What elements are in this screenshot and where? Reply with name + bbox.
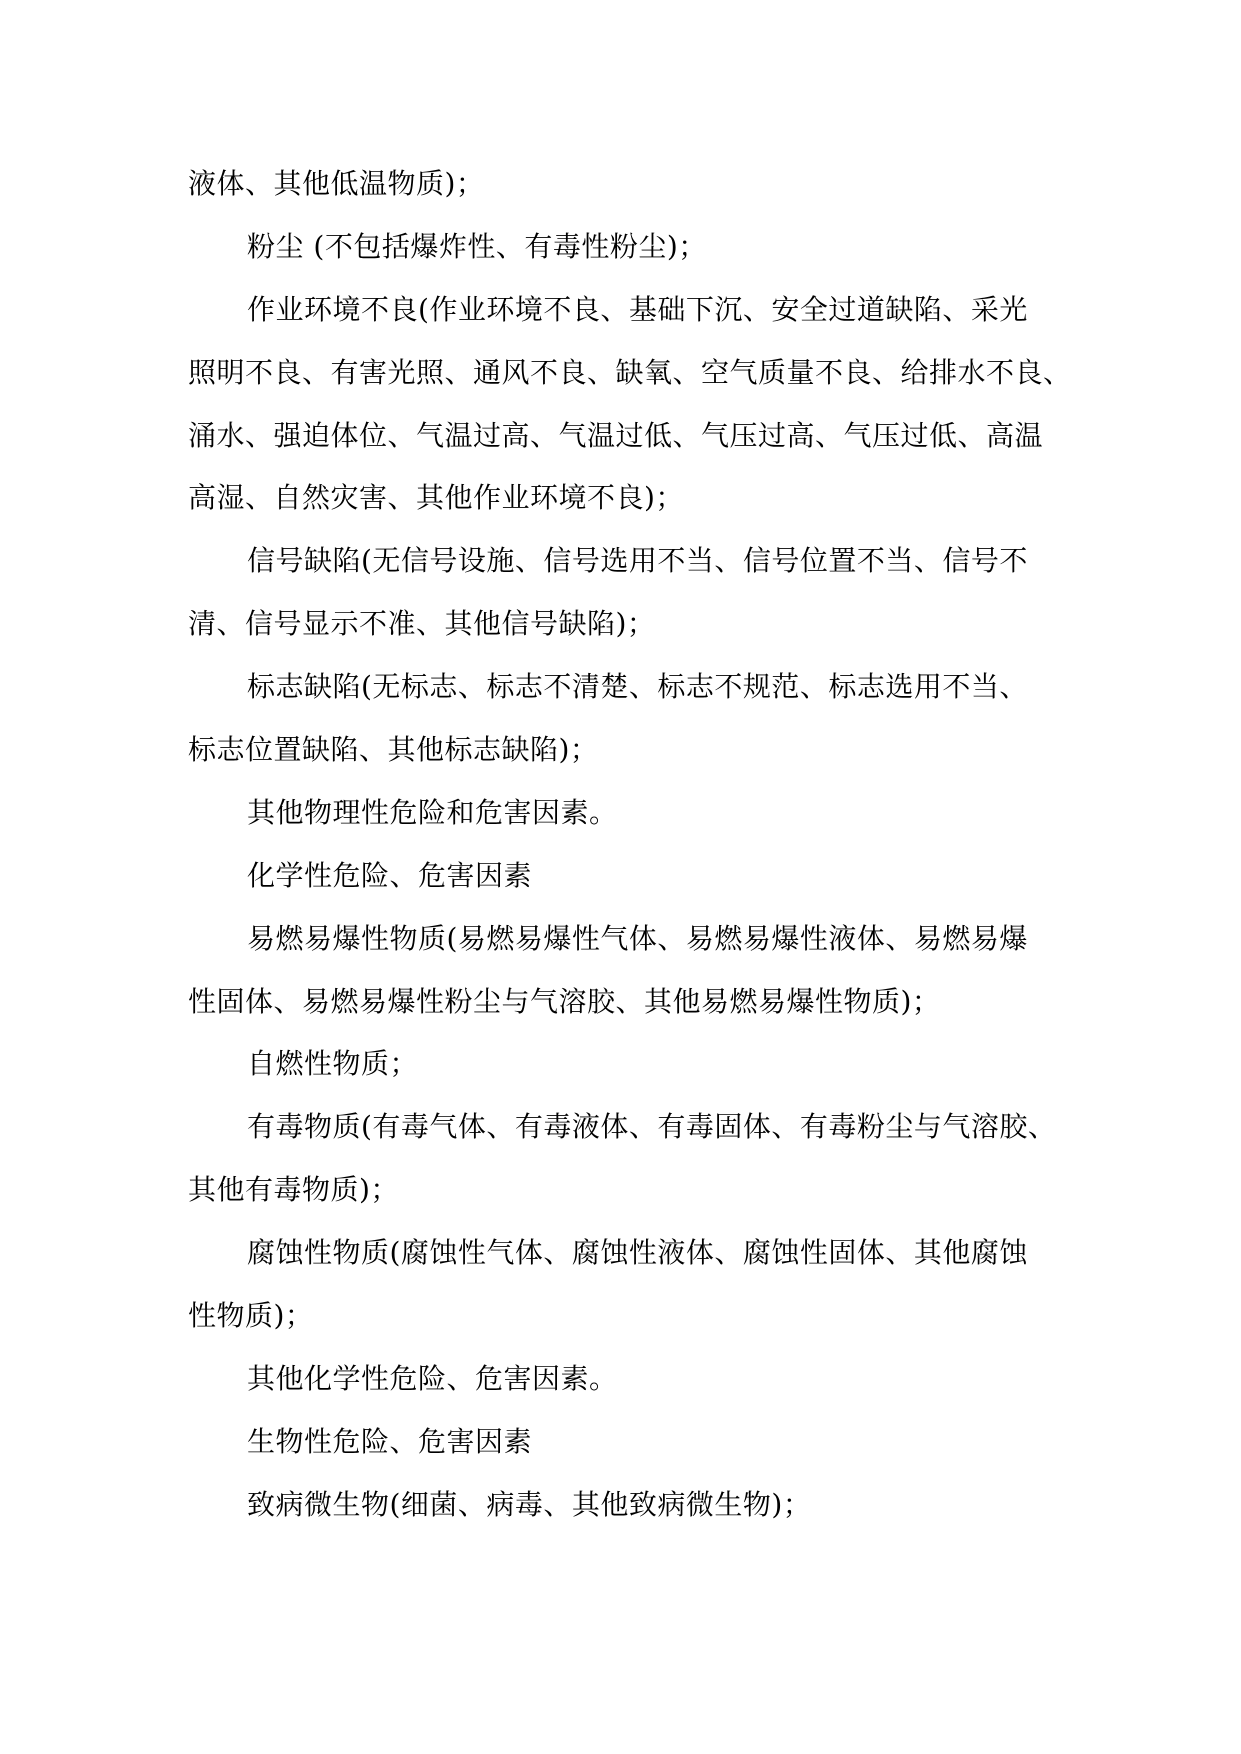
text-line-continuation: 涌水、强迫体位、气温过高、气温过低、气压过高、气压过低、高温 bbox=[188, 418, 1044, 452]
text-line-continuation: 清、信号显示不准、其他信号缺陷)； bbox=[188, 607, 656, 641]
text-line-continuation: 性固体、易燃易爆性粉尘与气溶胶、其他易燃易爆性物质)； bbox=[188, 984, 941, 1018]
section-heading: 生物性危险、危害因素 bbox=[247, 1424, 533, 1458]
text-line-continuation: 高湿、自然灾害、其他作业环境不良)； bbox=[188, 481, 684, 515]
text-line-paragraph-start: 有毒物质(有毒气体、有毒液体、有毒固体、有毒粉尘与气溶胶、 bbox=[247, 1110, 1057, 1144]
text-line-paragraph-start: 自燃性物质； bbox=[247, 1047, 419, 1081]
text-line-paragraph-start: 信号缺陷(无信号设施、信号选用不当、信号位置不当、信号不 bbox=[247, 544, 1028, 578]
text-line-continuation: 照明不良、有害光照、通风不良、缺氧、空气质量不良、给排水不良、 bbox=[188, 355, 1072, 389]
text-line-paragraph-start: 其他化学性危险、危害因素。 bbox=[247, 1361, 618, 1395]
text-line-paragraph-start: 其他物理性危险和危害因素。 bbox=[247, 795, 618, 829]
text-line-continuation: 性物质)； bbox=[188, 1299, 314, 1333]
text-line-paragraph-start: 致病微生物(细菌、病毒、其他致病微生物)； bbox=[247, 1487, 812, 1521]
text-line-continuation: 其他有毒物质)； bbox=[188, 1173, 399, 1207]
text-line-continuation: 标志位置缺陷、其他标志缺陷)； bbox=[188, 733, 599, 767]
text-line-paragraph-start: 易燃易爆性物质(易燃易爆性气体、易燃易爆性液体、易燃易爆 bbox=[247, 921, 1028, 955]
text-line-paragraph-start: 作业环境不良(作业环境不良、基础下沉、安全过道缺陷、采光 bbox=[247, 292, 1028, 326]
text-line-continuation: 液体、其他低温物质)； bbox=[188, 167, 485, 200]
text-line-paragraph-start: 腐蚀性物质(腐蚀性气体、腐蚀性液体、腐蚀性固体、其他腐蚀 bbox=[247, 1236, 1028, 1270]
text-line-paragraph-start: 标志缺陷(无标志、标志不清楚、标志不规范、标志选用不当、 bbox=[247, 670, 1028, 704]
section-heading: 化学性危险、危害因素 bbox=[247, 858, 533, 892]
body-text bbox=[188, 153, 1072, 1537]
text-line-paragraph-start: 粉尘 (不包括爆炸性、有毒性粉尘)； bbox=[247, 229, 707, 263]
